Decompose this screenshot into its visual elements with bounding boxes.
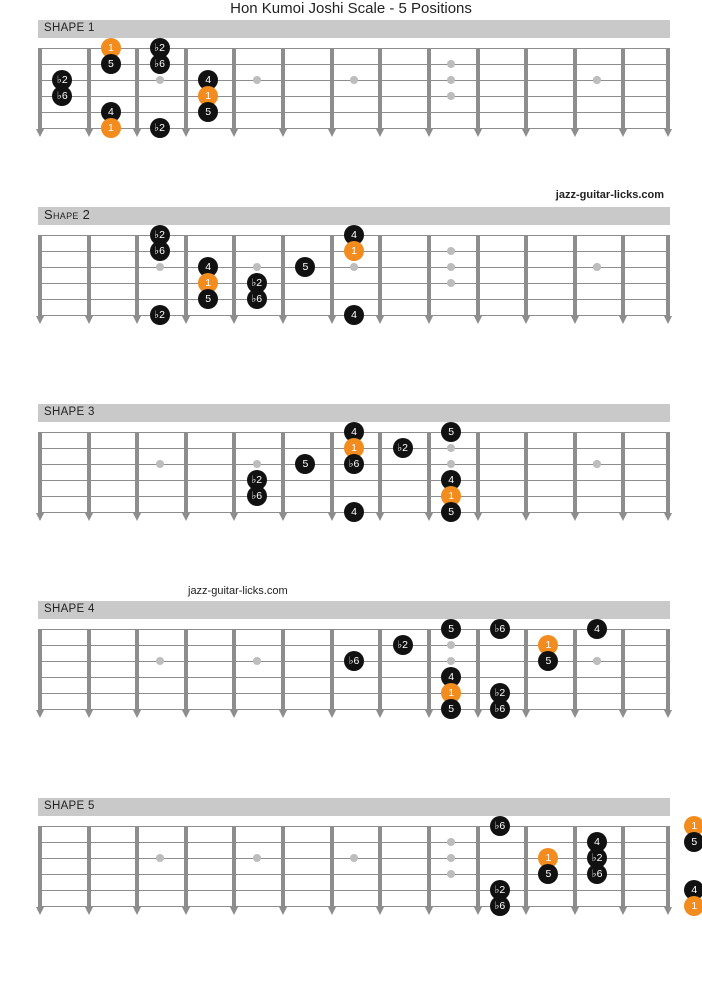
fret-line [184, 235, 188, 315]
fret-line [184, 48, 188, 128]
fret-marker [36, 710, 44, 718]
fret-marker [664, 316, 672, 324]
fret-line [476, 235, 480, 315]
fret-line [524, 826, 528, 906]
fret-marker [376, 129, 384, 137]
fret-marker [376, 513, 384, 521]
shape-header-bar [38, 798, 670, 816]
inlay-dot [593, 76, 601, 84]
fret-line [666, 629, 670, 709]
fret-line [666, 48, 670, 128]
fret-line [573, 826, 577, 906]
fret-marker [376, 907, 384, 915]
fret-line [184, 432, 188, 512]
scale-note-marker: ♭2 [393, 635, 413, 655]
fret-marker [619, 316, 627, 324]
fret-line [427, 432, 431, 512]
fret-line [87, 48, 91, 128]
fret-marker [522, 129, 530, 137]
fret-line [135, 48, 139, 128]
fret-marker [328, 513, 336, 521]
shape-label: SHAPE 3 [44, 406, 95, 418]
shape-diagram [38, 404, 670, 532]
scale-note-marker: 5 [538, 651, 558, 671]
fret-line [621, 432, 625, 512]
scale-note-marker: 4 [344, 225, 364, 245]
fret-line [135, 629, 139, 709]
fret-marker [182, 513, 190, 521]
fret-marker [36, 129, 44, 137]
scale-note-marker: ♭2 [150, 225, 170, 245]
fret-marker [279, 907, 287, 915]
fret-line [427, 235, 431, 315]
scale-note-marker: ♭2 [490, 880, 510, 900]
fret-line [427, 826, 431, 906]
fret-marker [376, 316, 384, 324]
shape-header-bar [38, 189, 670, 225]
fret-line [330, 235, 334, 315]
fret-line [666, 432, 670, 512]
scale-note-marker: 4 [441, 470, 461, 490]
fret-line [38, 432, 42, 512]
fret-marker [474, 710, 482, 718]
scale-note-marker: ♭2 [587, 848, 607, 868]
fret-marker [279, 513, 287, 521]
fret-marker [664, 129, 672, 137]
fret-marker [522, 907, 530, 915]
fret-line [378, 235, 382, 315]
inlay-dot [156, 263, 164, 271]
scale-note-marker: ♭6 [344, 454, 364, 474]
fret-marker [36, 316, 44, 324]
root-note-marker: 1 [101, 118, 121, 138]
scale-note-marker: 5 [441, 619, 461, 639]
scale-note-marker: 5 [198, 102, 218, 122]
scale-note-marker: ♭2 [247, 273, 267, 293]
fret-line [378, 432, 382, 512]
fret-marker [571, 710, 579, 718]
scale-note-marker: ♭2 [247, 470, 267, 490]
fret-line [232, 48, 236, 128]
fret-marker [425, 907, 433, 915]
fret-marker [133, 513, 141, 521]
fret-marker [133, 710, 141, 718]
guitar-neck [38, 422, 670, 532]
root-note-marker: 1 [538, 848, 558, 868]
inlay-dot [253, 460, 261, 468]
fret-marker [474, 316, 482, 324]
scale-note-marker: 4 [101, 102, 121, 122]
scale-note-marker: 5 [441, 699, 461, 719]
scale-note-marker: 5 [295, 454, 315, 474]
fret-line [330, 432, 334, 512]
root-note-marker: 1 [198, 86, 218, 106]
scale-note-marker: 5 [538, 864, 558, 884]
fret-marker [571, 129, 579, 137]
inlay-dot [253, 76, 261, 84]
scale-note-marker: 4 [344, 502, 364, 522]
fret-line [524, 235, 528, 315]
fret-marker [36, 513, 44, 521]
fret-marker [85, 513, 93, 521]
scale-note-marker: 4 [198, 257, 218, 277]
scale-note-marker: 4 [344, 305, 364, 325]
fret-marker [328, 316, 336, 324]
fret-line [38, 235, 42, 315]
scale-note-marker: 5 [295, 257, 315, 277]
fret-line [281, 235, 285, 315]
fret-line [281, 629, 285, 709]
fret-line [621, 48, 625, 128]
fret-line [330, 826, 334, 906]
fret-line [87, 235, 91, 315]
root-note-marker: 1 [344, 438, 364, 458]
fret-line [476, 826, 480, 906]
inlay-dot [156, 460, 164, 468]
fret-line [524, 629, 528, 709]
fret-marker [133, 129, 141, 137]
shape-diagram [38, 20, 670, 148]
fret-marker [279, 316, 287, 324]
scale-note-marker: 4 [684, 880, 702, 900]
scale-note-marker: ♭6 [247, 289, 267, 309]
fret-line [524, 48, 528, 128]
scale-note-marker: 4 [198, 70, 218, 90]
guitar-neck [38, 38, 670, 148]
fret-marker [133, 316, 141, 324]
fret-marker [664, 513, 672, 521]
fret-marker [328, 907, 336, 915]
fret-line [378, 826, 382, 906]
scale-note-marker: 4 [344, 422, 364, 442]
shape-label: SHAPE 5 [44, 800, 95, 812]
inlay-dot [593, 657, 601, 665]
fret-line [621, 826, 625, 906]
fret-line [184, 629, 188, 709]
scale-note-marker: ♭6 [490, 816, 510, 836]
fret-line [281, 432, 285, 512]
fret-line [378, 629, 382, 709]
inlay-dot [350, 263, 358, 271]
scale-note-marker: 4 [441, 667, 461, 687]
inlay-dot [253, 657, 261, 665]
fret-marker [85, 316, 93, 324]
fret-line [281, 48, 285, 128]
fret-marker [36, 907, 44, 915]
fret-line [573, 235, 577, 315]
scale-note-marker: ♭2 [52, 70, 72, 90]
root-note-marker: 1 [441, 683, 461, 703]
watermark-text: jazz-guitar-licks.com [188, 585, 288, 597]
fret-line [87, 432, 91, 512]
fret-line [135, 432, 139, 512]
fret-line [666, 826, 670, 906]
guitar-neck [38, 225, 670, 335]
guitar-neck [38, 619, 670, 729]
fret-line [621, 235, 625, 315]
fret-line [232, 629, 236, 709]
fret-marker [474, 513, 482, 521]
scale-note-marker: 4 [587, 619, 607, 639]
fret-line [427, 629, 431, 709]
inlay-dot [593, 263, 601, 271]
fret-line [476, 48, 480, 128]
scale-note-marker: 5 [101, 54, 121, 74]
fret-marker [230, 129, 238, 137]
scale-note-marker: ♭2 [490, 683, 510, 703]
inlay-dot [350, 76, 358, 84]
fret-line [232, 432, 236, 512]
fret-marker [182, 129, 190, 137]
fret-line [38, 48, 42, 128]
fret-line [573, 432, 577, 512]
fret-marker [571, 316, 579, 324]
fret-line [135, 826, 139, 906]
inlay-dot [156, 657, 164, 665]
fret-marker [85, 710, 93, 718]
shape-diagram [38, 798, 698, 926]
inlay-dot [253, 263, 261, 271]
fret-marker [619, 129, 627, 137]
scale-note-marker: 4 [587, 832, 607, 852]
fret-marker [522, 316, 530, 324]
fret-marker [376, 710, 384, 718]
shape-header-bar [38, 404, 670, 422]
fret-marker [425, 513, 433, 521]
scale-note-marker: ♭6 [150, 54, 170, 74]
fret-line [621, 629, 625, 709]
fret-marker [522, 513, 530, 521]
scale-note-marker: ♭6 [490, 699, 510, 719]
fret-marker [619, 907, 627, 915]
fret-marker [182, 710, 190, 718]
shape-label: Shape 2 [44, 207, 91, 222]
fret-line [184, 826, 188, 906]
fret-line [87, 629, 91, 709]
fret-line [476, 432, 480, 512]
fret-marker [619, 513, 627, 521]
root-note-marker: 1 [441, 486, 461, 506]
fret-marker [474, 129, 482, 137]
fret-marker [571, 907, 579, 915]
fret-line [378, 48, 382, 128]
fret-marker [664, 907, 672, 915]
fret-marker [182, 316, 190, 324]
fret-line [427, 48, 431, 128]
inlay-dot [593, 460, 601, 468]
root-note-marker: 1 [101, 38, 121, 58]
watermark-text: jazz-guitar-licks.com [555, 189, 664, 201]
scale-note-marker: ♭2 [150, 305, 170, 325]
root-note-marker: 1 [344, 241, 364, 261]
fret-line [330, 629, 334, 709]
fret-marker [85, 129, 93, 137]
scale-note-marker: 5 [684, 832, 702, 852]
scale-note-marker: ♭2 [150, 38, 170, 58]
fret-line [476, 629, 480, 709]
scale-note-marker: ♭6 [587, 864, 607, 884]
fret-line [330, 48, 334, 128]
fret-line [87, 826, 91, 906]
fret-marker [328, 129, 336, 137]
fret-marker [279, 710, 287, 718]
fret-line [666, 235, 670, 315]
fret-marker [230, 513, 238, 521]
root-note-marker: 1 [684, 896, 702, 916]
shape-header-bar [38, 20, 670, 38]
fret-marker [230, 907, 238, 915]
scale-note-marker: 5 [198, 289, 218, 309]
fret-line [281, 826, 285, 906]
inlay-dot [156, 854, 164, 862]
fret-marker [425, 316, 433, 324]
fret-marker [328, 710, 336, 718]
fret-line [38, 826, 42, 906]
fret-marker [85, 907, 93, 915]
fret-marker [664, 710, 672, 718]
fret-marker [571, 513, 579, 521]
inlay-dot [350, 854, 358, 862]
fret-marker [279, 129, 287, 137]
fret-line [38, 629, 42, 709]
scale-note-marker: ♭6 [247, 486, 267, 506]
fret-line [524, 432, 528, 512]
inlay-dot [156, 76, 164, 84]
shape-header-bar [38, 585, 670, 619]
fret-marker [133, 907, 141, 915]
fret-marker [522, 710, 530, 718]
shape-label: SHAPE 1 [44, 22, 95, 34]
fret-line [232, 826, 236, 906]
fret-line [135, 235, 139, 315]
shape-diagram [38, 585, 670, 729]
scale-note-marker: ♭6 [150, 241, 170, 261]
root-note-marker: 1 [538, 635, 558, 655]
fret-line [232, 235, 236, 315]
scale-note-marker: ♭6 [344, 651, 364, 671]
root-note-marker: 1 [684, 816, 702, 836]
scale-note-marker: 5 [441, 422, 461, 442]
scale-note-marker: ♭6 [52, 86, 72, 106]
fret-marker [230, 710, 238, 718]
scale-note-marker: ♭2 [150, 118, 170, 138]
guitar-neck [38, 816, 698, 926]
fret-line [573, 629, 577, 709]
fret-marker [474, 907, 482, 915]
scale-note-marker: 5 [441, 502, 461, 522]
shape-diagram [38, 189, 670, 335]
root-note-marker: 1 [198, 273, 218, 293]
fret-marker [425, 129, 433, 137]
shape-label: SHAPE 4 [44, 603, 95, 615]
fret-line [573, 48, 577, 128]
scale-note-marker: ♭6 [490, 896, 510, 916]
page-title: Hon Kumoi Joshi Scale - 5 Positions [230, 0, 472, 17]
scale-note-marker: ♭2 [393, 438, 413, 458]
scale-note-marker: ♭6 [490, 619, 510, 639]
fret-marker [619, 710, 627, 718]
inlay-dot [253, 854, 261, 862]
fret-marker [230, 316, 238, 324]
fret-marker [425, 710, 433, 718]
fret-marker [182, 907, 190, 915]
